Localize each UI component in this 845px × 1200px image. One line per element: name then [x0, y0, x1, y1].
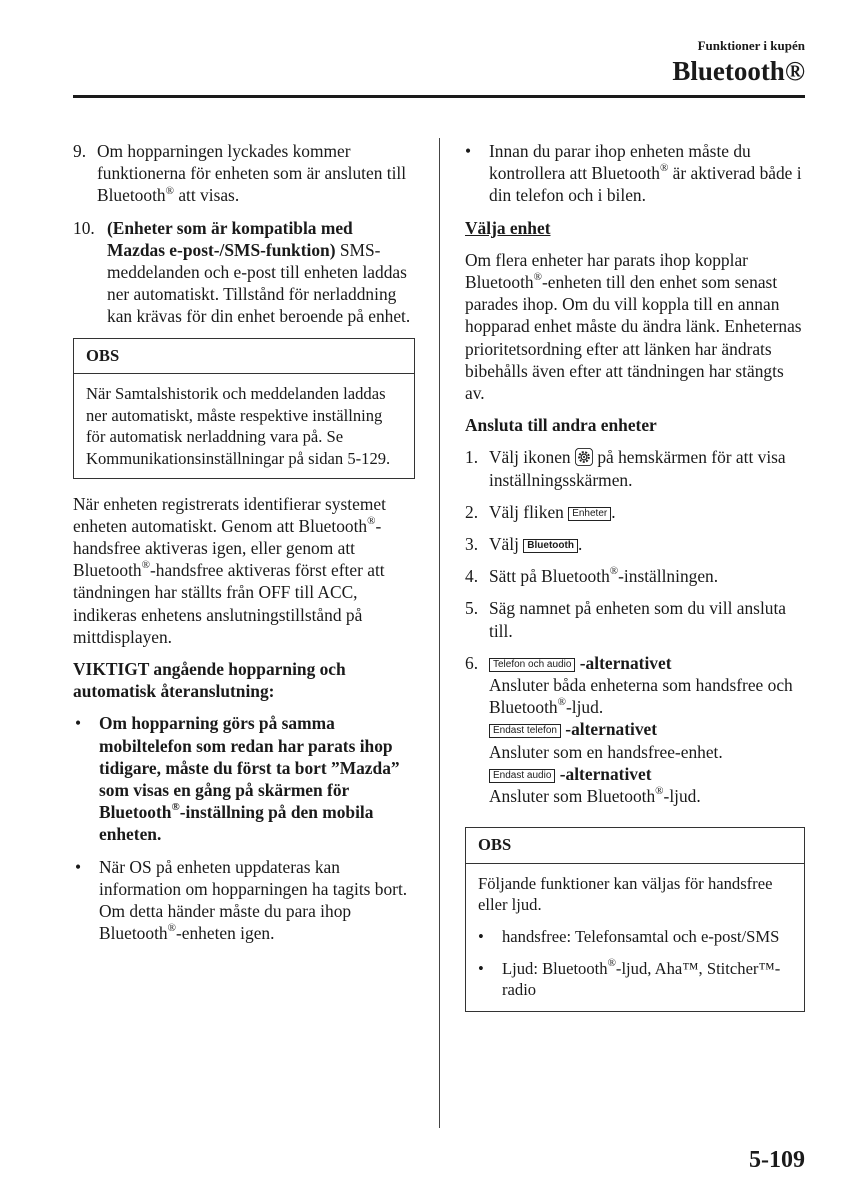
select-device-paragraph: Om flera enheter har parats ihop kopplar Bluetooth®-enheten till den enhet som senast parades ihop. Om du vill koppla till en annan hopparad enhet måste du ändra länk. Enheternas prioritetsordning efter att länken har ändrats bibehålls även efter att tändningen har stängts av.	[465, 249, 802, 404]
obs-title: OBS	[74, 339, 414, 375]
paragraph-registration: När enheten registrerats identifierar systemet enheten automatiskt. Genom att Bluetooth®-handsfree aktiveras igen, eller genom att Bluetooth®-handsfree aktiveras först efter att tändningen har ställts från OFF till ACC, indikeras enhetens anslutningstillstånd på mittdisplayen.	[73, 493, 386, 647]
page-number: 5-109	[749, 1147, 805, 1173]
column-divider	[439, 138, 440, 1128]
obs-body: När Samtalshistorik och meddelanden laddas ner automatiskt, måste respektive inställning för automatisk nerladdning vara på. Se Kommunikationsinställningar på sidan 5-129.	[86, 384, 391, 468]
devices-tab-button[interactable]: Enheter	[568, 507, 611, 521]
page-title: Bluetooth®	[672, 56, 805, 86]
step-number: 9.	[73, 141, 87, 161]
step-4: 4. Sätt på Bluetooth®-inställningen.	[465, 565, 719, 587]
bullet-item: • Innan du parar ihop enheten måste du kontrollera att Bluetooth® är aktiverad både i din telefon och i bilen.	[465, 141, 802, 206]
bullet-item: • Ljud: Bluetooth®-ljud, Aha™, Stitcher™-radio	[478, 957, 781, 1000]
obs-title: OBS	[466, 828, 804, 864]
important-heading: VIKTIGT angående hopparning och automatisk återanslutning:	[73, 659, 346, 702]
obs-note-box	[73, 338, 415, 479]
gear-icon	[575, 448, 593, 466]
left-column	[73, 140, 415, 954]
section-title: Funktioner i kupén	[697, 38, 805, 53]
bullet-item: • När OS på enheten uppdateras kan information om hopparningen ha tagits bort. Om detta händer måste du para ihop Bluetooth®-enheten igen.	[75, 856, 408, 944]
right-column	[465, 140, 805, 1026]
audio-only-button[interactable]: Endast audio	[489, 769, 555, 783]
bullet-item: • handsfree: Telefonsamtal och e-post/SMS	[478, 927, 780, 947]
bluetooth-button[interactable]: Bluetooth	[523, 539, 578, 553]
header-rule	[73, 95, 805, 98]
step-2: 2. Välj fliken Enheter .	[465, 501, 616, 522]
obs-body: Följande funktioner kan väljas för handsfree eller ljud. • handsfree: Telefonsamtal och e-post/SMS • Ljud: Bluetooth®-ljud, Aha™, Stitcher™-radio	[466, 864, 804, 1011]
connect-heading: Ansluta till andra enheter	[465, 415, 657, 436]
step-6: 6. Telefon och audio -alternativet Ansluter båda enheterna som handsfree och Bluetooth®-ljud. Endast telefon -alternativet Ansluter som en handsfree-enhet. Endast audio -alternativet Ansluter som Bluetooth®-ljud.	[465, 652, 793, 807]
step-1: 1. Välj ikonen på hemskärmen för att visa inställningsskärmen.	[465, 447, 786, 490]
step-10: 10. (Enheter som är kompatibla med Mazdas e-post-/SMS-funktion) SMS-meddelanden och e-post till enheten laddas ner automatiskt. Tillstånd för nerladdning kan krävas för din enhet beroende på enhet.	[73, 217, 411, 327]
select-device-heading: Välja enhet	[465, 217, 551, 238]
step-9: 9. Om hopparningen lyckades kommer funktionerna för enheten som är ansluten till Bluetooth® att visas.	[73, 141, 407, 206]
bullet-item: • Om hopparning görs på samma mobiltelefon som redan har parats ihop tidigare, måste du först ta bort ”Mazda” som visas en gång på skärmen för Bluetooth®-inställning på den mobila enheten.	[75, 713, 400, 845]
step-5: 5. Säg namnet på enheten som du vill ansluta till.	[465, 598, 787, 641]
phone-and-audio-button[interactable]: Telefon och audio	[489, 658, 575, 672]
obs-note-box	[465, 827, 805, 1012]
step-number: 10.	[73, 217, 95, 238]
phone-only-button[interactable]: Endast telefon	[489, 724, 561, 738]
step-3: 3. Välj Bluetooth .	[465, 534, 583, 555]
